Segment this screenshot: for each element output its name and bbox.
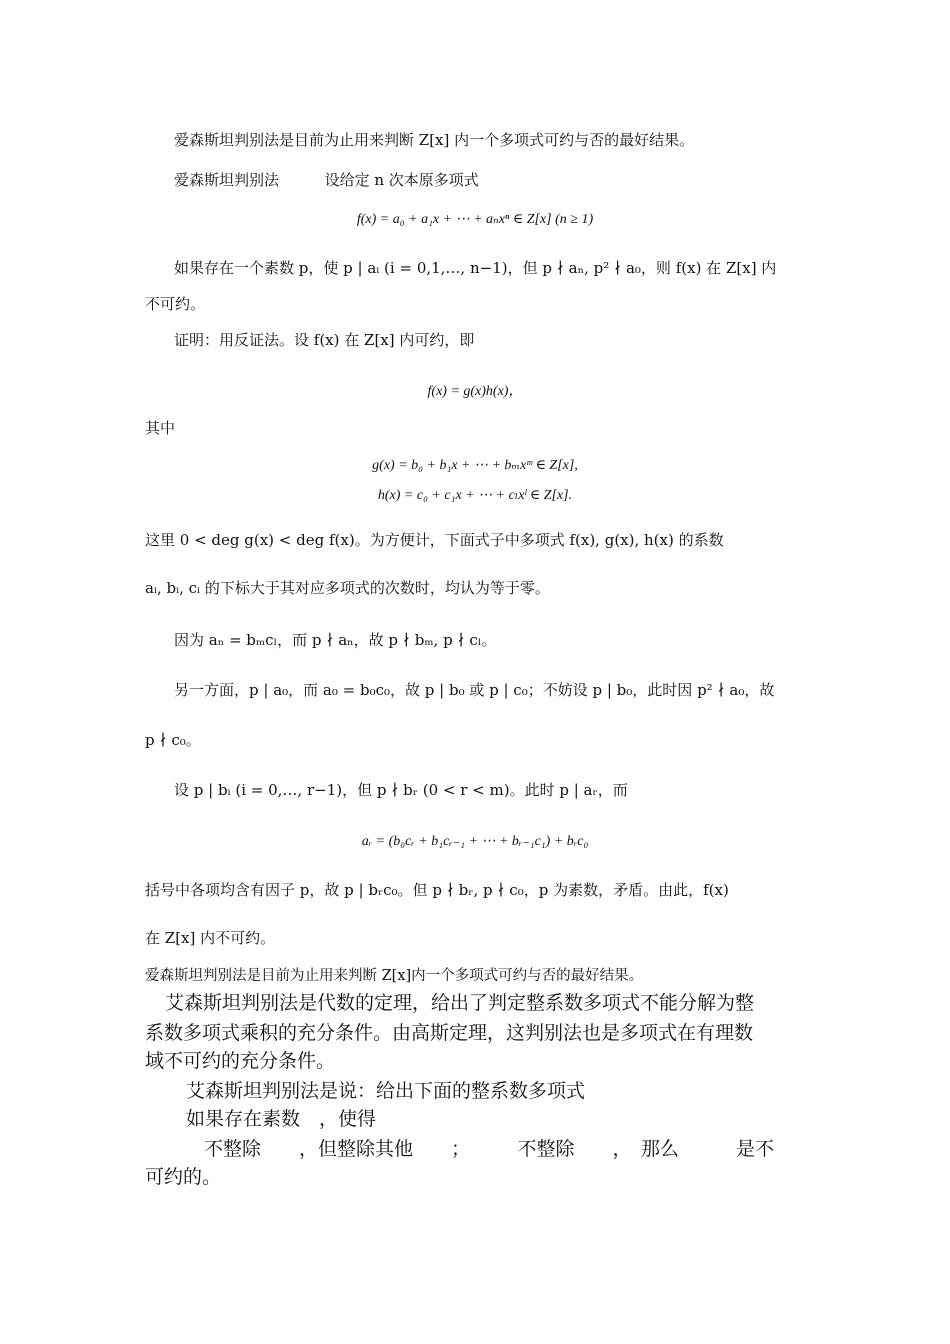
constant-term-line: 另一方面，p | a₀，而 a₀ = b₀c₀，故 p | b₀ 或 p | c₀；不妨设 p | b₀，此时因 p² ∤ a₀，故 bbox=[174, 681, 775, 699]
proof-start: 证明：用反证法。设 f(x) 在 Z[x] 内可约，即 bbox=[174, 331, 475, 349]
coefficient-line: aᵢ, bᵢ, cᵢ 的下标大于其对应多项式的次数时，均认为等于零。 bbox=[145, 579, 550, 597]
leading-coefficient-line: 因为 aₙ = bₘcₗ，而 p ∤ aₙ，故 p ∤ bₘ, p ∤ cₗ。 bbox=[174, 631, 497, 649]
degree-line: 这里 0 < deg g(x) < deg f(x)。为方便计，下面式子中多项式 f(x), g(x), h(x) 的系数 bbox=[145, 531, 724, 549]
wiki-line-3: 域不可约的充分条件。 bbox=[145, 1050, 336, 1072]
conclusion-line: 在 Z[x] 内不可约。 bbox=[145, 929, 276, 947]
condition-line: 如果存在一个素数 p，使 p | aᵢ (i = 0,1,…, n−1)，但 p ∤ aₙ, p² ∤ a₀，则 f(x) 在 Z[x] 内 bbox=[174, 259, 777, 277]
wiki-condition-detail: 不整除 ，但整除其他 ； 不整除 ， 那么 是不 bbox=[204, 1138, 775, 1160]
theorem-title: 爱森斯坦判别法 bbox=[174, 171, 280, 189]
theorem-statement: 设给定 n 次本原多项式 bbox=[324, 171, 479, 189]
equation-ar: aᵣ = (b₀cᵣ + b₁cᵣ₋₁ + ⋯ + bᵣ₋₁c₁) + bᵣc₀ bbox=[361, 834, 589, 849]
summary-line: 爱森斯坦判别法是目前为止用来判断 Z[x]内一个多项式可约与否的最好结果。 bbox=[145, 968, 644, 984]
induction-line: 设 p | bᵢ (i = 0,…, r−1)，但 p ∤ bᵣ (0 < r < m)。此时 p | aᵣ，而 bbox=[174, 781, 628, 799]
equation-f: f(x) = a₀ + a₁x + ⋯ + aₙxⁿ ∈ Z[x] (n ≥ 1) bbox=[356, 212, 594, 227]
wiki-conclusion: 可约的。 bbox=[145, 1166, 222, 1188]
wiki-paragraph-1 bbox=[145, 988, 754, 1018]
wiki-line-2: 系数多项式乘积的充分条件。由高斯定理，这判别法也是多项式在有理数 bbox=[145, 1022, 754, 1044]
constant-term-line-end: p ∤ c₀。 bbox=[145, 731, 201, 749]
condition-line-end: 不可约。 bbox=[145, 295, 206, 313]
wiki-statement: 艾森斯坦判别法是说：给出下面的整系数多项式 bbox=[186, 1080, 586, 1102]
wiki-condition: 如果存在素数 ，使得 bbox=[186, 1108, 377, 1130]
intro-line: 爱森斯坦判别法是目前为止用来判断 Z[x] 内一个多项式可约与否的最好结果。 bbox=[174, 131, 695, 149]
equation-h: h(x) = c₀ + c₁x + ⋯ + cₗxˡ ∈ Z[x]. bbox=[377, 488, 573, 503]
equation-g: g(x) = b₀ + b₁x + ⋯ + bₘxᵐ ∈ Z[x], bbox=[372, 458, 578, 473]
theorem-heading bbox=[174, 170, 479, 190]
contradiction-line: 括号中各项均含有因子 p，故 p | bᵣc₀。但 p ∤ bᵣ, p ∤ c₀，p 为素数，矛盾。由此，f(x) bbox=[145, 881, 729, 899]
where-label: 其中 bbox=[145, 419, 176, 437]
equation-factor: f(x) = g(x)h(x)， bbox=[427, 384, 523, 399]
wiki-line-1: 艾森斯坦判别法是代数的定理，给出了判定整系数多项式不能分解为整 bbox=[165, 992, 755, 1014]
